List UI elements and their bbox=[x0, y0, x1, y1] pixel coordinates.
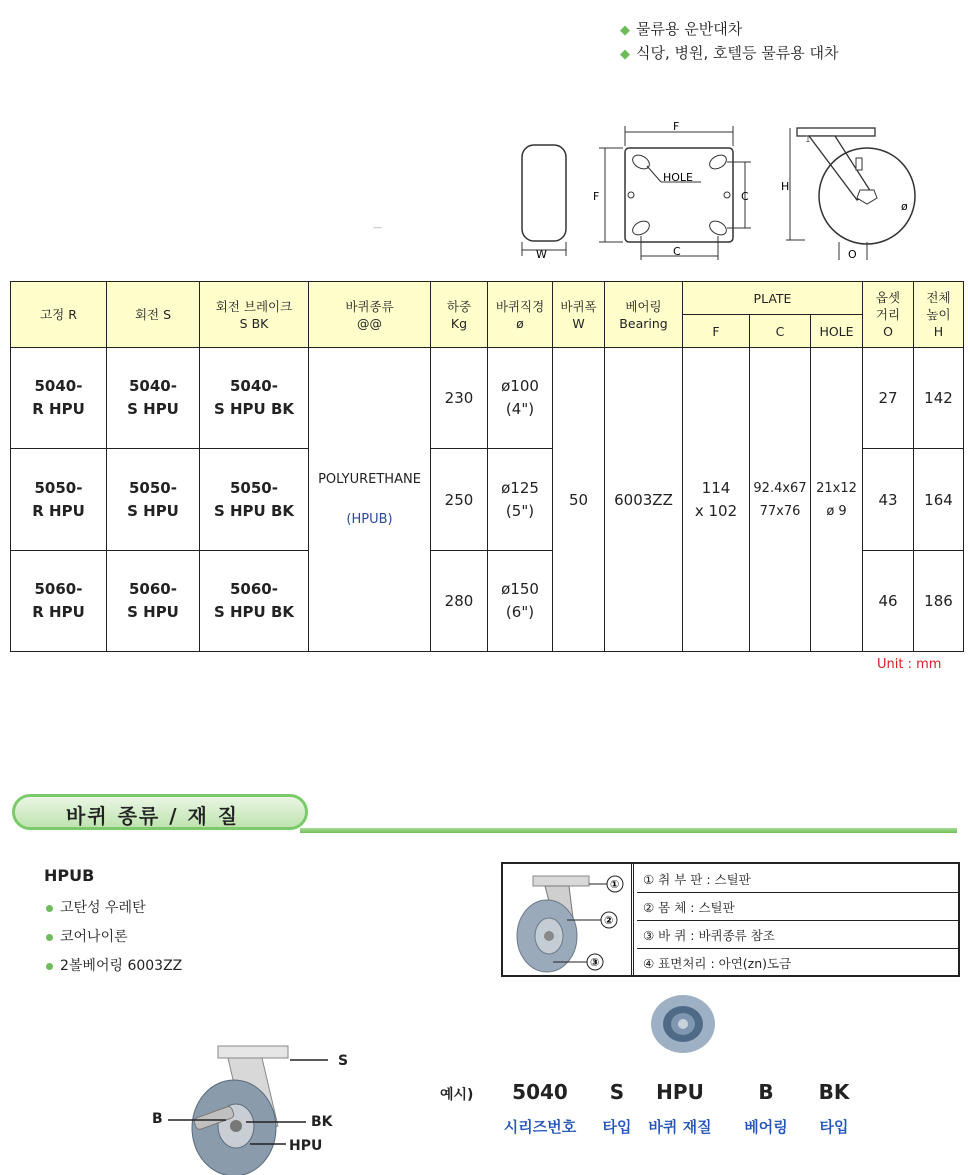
example-label: 예시) bbox=[440, 1087, 474, 1103]
height-cell: 186 bbox=[914, 551, 964, 652]
feature-item: 코어나이론 bbox=[46, 926, 128, 946]
green-dot-icon bbox=[46, 963, 53, 970]
fixed-model-cell: 5050- R HPU bbox=[11, 449, 107, 551]
width-cell: 50 bbox=[553, 348, 605, 652]
callout-s: S bbox=[338, 1053, 349, 1069]
hpub-title: HPUB bbox=[44, 866, 95, 885]
caster-spec-table bbox=[10, 281, 964, 652]
spec-row: ① 취 부 판 : 스틸판 bbox=[637, 866, 958, 893]
header-plate-c: C bbox=[750, 315, 811, 348]
example-code-brake: BK bbox=[818, 1080, 850, 1104]
plate-c-cell: 92.4x67 77x76 bbox=[750, 348, 811, 652]
plate-top-view bbox=[625, 148, 733, 242]
example-code-series: 5040 bbox=[512, 1080, 568, 1104]
callout-hpu: HPU bbox=[289, 1138, 323, 1154]
wheel-icon bbox=[650, 994, 716, 1054]
table-row bbox=[11, 348, 964, 449]
diamond-bullet-icon: ◆ bbox=[620, 23, 630, 38]
callout-bk: BK bbox=[311, 1114, 333, 1130]
example-desc-bearing: 베어링 bbox=[744, 1118, 788, 1136]
diameter-cell: ø150 (6") bbox=[488, 551, 553, 652]
spec-row: ③ 바 퀴 : 바퀴종류 참조 bbox=[637, 922, 958, 949]
tire-type-cell: POLYURETHANE (HPUB) bbox=[309, 348, 431, 652]
section-divider bbox=[300, 828, 957, 833]
example-code-material: HPU bbox=[656, 1080, 704, 1104]
green-dot-icon bbox=[46, 934, 53, 941]
dim-hole-label: HOLE bbox=[663, 171, 694, 184]
example-desc-series: 시리즈번호 bbox=[503, 1118, 577, 1136]
height-cell: 142 bbox=[914, 348, 964, 449]
fixed-model-cell: 5060- R HPU bbox=[11, 551, 107, 652]
marker-2: ② bbox=[604, 914, 614, 927]
dim-f-top-label: F bbox=[673, 120, 680, 133]
green-dot-icon bbox=[46, 905, 53, 912]
feature-item: 고탄성 우레탄 bbox=[46, 897, 146, 917]
diamond-bullet-icon: ◆ bbox=[620, 47, 630, 62]
header-plate-f: F bbox=[683, 315, 750, 348]
example-desc-brake: 타입 bbox=[819, 1118, 849, 1136]
dim-c-side-label: C bbox=[741, 190, 749, 203]
spec-row: ② 몸 체 : 스틸판 bbox=[637, 894, 958, 921]
example-desc-type: 타입 bbox=[602, 1118, 632, 1136]
header-plate-hole: HOLE bbox=[811, 315, 863, 348]
callout-b: B bbox=[152, 1111, 163, 1127]
load-cell: 230 bbox=[431, 348, 488, 449]
swivel-model-cell: 5040- S HPU bbox=[107, 348, 200, 449]
brake-model-cell: 5040- S HPU BK bbox=[200, 348, 309, 449]
marker-1: ① bbox=[610, 878, 620, 891]
diameter-cell: ø125 (5") bbox=[488, 449, 553, 551]
header-diameter: 바퀴직경 ø bbox=[488, 282, 553, 348]
swivel-model-cell: 5050- S HPU bbox=[107, 449, 200, 551]
load-cell: 250 bbox=[431, 449, 488, 551]
svg-text:1: 1 bbox=[805, 135, 811, 145]
header-height: 전체 높이 H bbox=[914, 282, 964, 348]
plate-f-cell: 114 x 102 bbox=[683, 348, 750, 652]
height-cell: 164 bbox=[914, 449, 964, 551]
bearing-cell: 6003ZZ bbox=[605, 348, 683, 652]
fixed-model-cell: 5040- R HPU bbox=[11, 348, 107, 449]
dim-c-bottom-label: C bbox=[673, 245, 681, 258]
example-code-type: S bbox=[609, 1080, 625, 1104]
spec-row: ④ 표면처리 : 아연(zn)도금 bbox=[643, 956, 792, 971]
header-wheel-type: 바퀴종류 @@ bbox=[309, 282, 431, 348]
top-bullet-item: ◆ 식당, 병원, 호텔등 물류용 대차 bbox=[620, 44, 839, 62]
material-spec-box bbox=[501, 862, 960, 977]
top-bullet-list bbox=[620, 18, 839, 66]
header-swivel: 회전 S bbox=[107, 282, 200, 348]
marker-3: ③ bbox=[590, 956, 600, 969]
dim-dia-label: ø bbox=[901, 200, 908, 213]
brake-model-cell: 5050- S HPU BK bbox=[200, 449, 309, 551]
example-code-bearing: B bbox=[758, 1080, 774, 1104]
offset-cell: 27 bbox=[863, 348, 914, 449]
caster-dimension-diagram bbox=[373, 110, 925, 270]
caster-thumbnail bbox=[503, 864, 634, 975]
header-plate: PLATE bbox=[683, 282, 863, 315]
caster-thumbnail-icon bbox=[503, 864, 631, 975]
diameter-cell: ø100 (4") bbox=[488, 348, 553, 449]
svg-text:—: — bbox=[373, 223, 382, 233]
dim-h-label: H bbox=[781, 180, 790, 193]
header-load: 하중 Kg bbox=[431, 282, 488, 348]
header-bearing: 베어링 Bearing bbox=[605, 282, 683, 348]
section-title: 바퀴 종류 / 재 질 bbox=[66, 804, 240, 828]
example-desc-material: 바퀴 재질 bbox=[648, 1118, 712, 1136]
header-offset: 옵셋 거리 O bbox=[863, 282, 914, 348]
unit-label: Unit : mm bbox=[877, 657, 942, 672]
header-width: 바퀴폭 W bbox=[553, 282, 605, 348]
offset-cell: 43 bbox=[863, 449, 914, 551]
brake-model-cell: 5060- S HPU BK bbox=[200, 551, 309, 652]
dim-f-side-label: F bbox=[593, 190, 600, 203]
caster-callout-drawing bbox=[150, 1040, 370, 1175]
dim-o-label: O bbox=[848, 248, 857, 261]
header-fixed: 고정 R bbox=[11, 282, 107, 348]
offset-cell: 46 bbox=[863, 551, 914, 652]
swivel-model-cell: 5060- S HPU bbox=[107, 551, 200, 652]
load-cell: 280 bbox=[431, 551, 488, 652]
top-bullet-item: ◆ 물류용 운반대차 bbox=[620, 20, 743, 38]
dim-w-label: W bbox=[536, 248, 547, 261]
header-brake: 회전 브레이크 S BK bbox=[200, 282, 309, 348]
plate-hole-cell: 21x12 ø 9 bbox=[811, 348, 863, 652]
wheel-front-view bbox=[522, 145, 566, 241]
feature-item: 2볼베어링 6003ZZ bbox=[46, 955, 182, 975]
